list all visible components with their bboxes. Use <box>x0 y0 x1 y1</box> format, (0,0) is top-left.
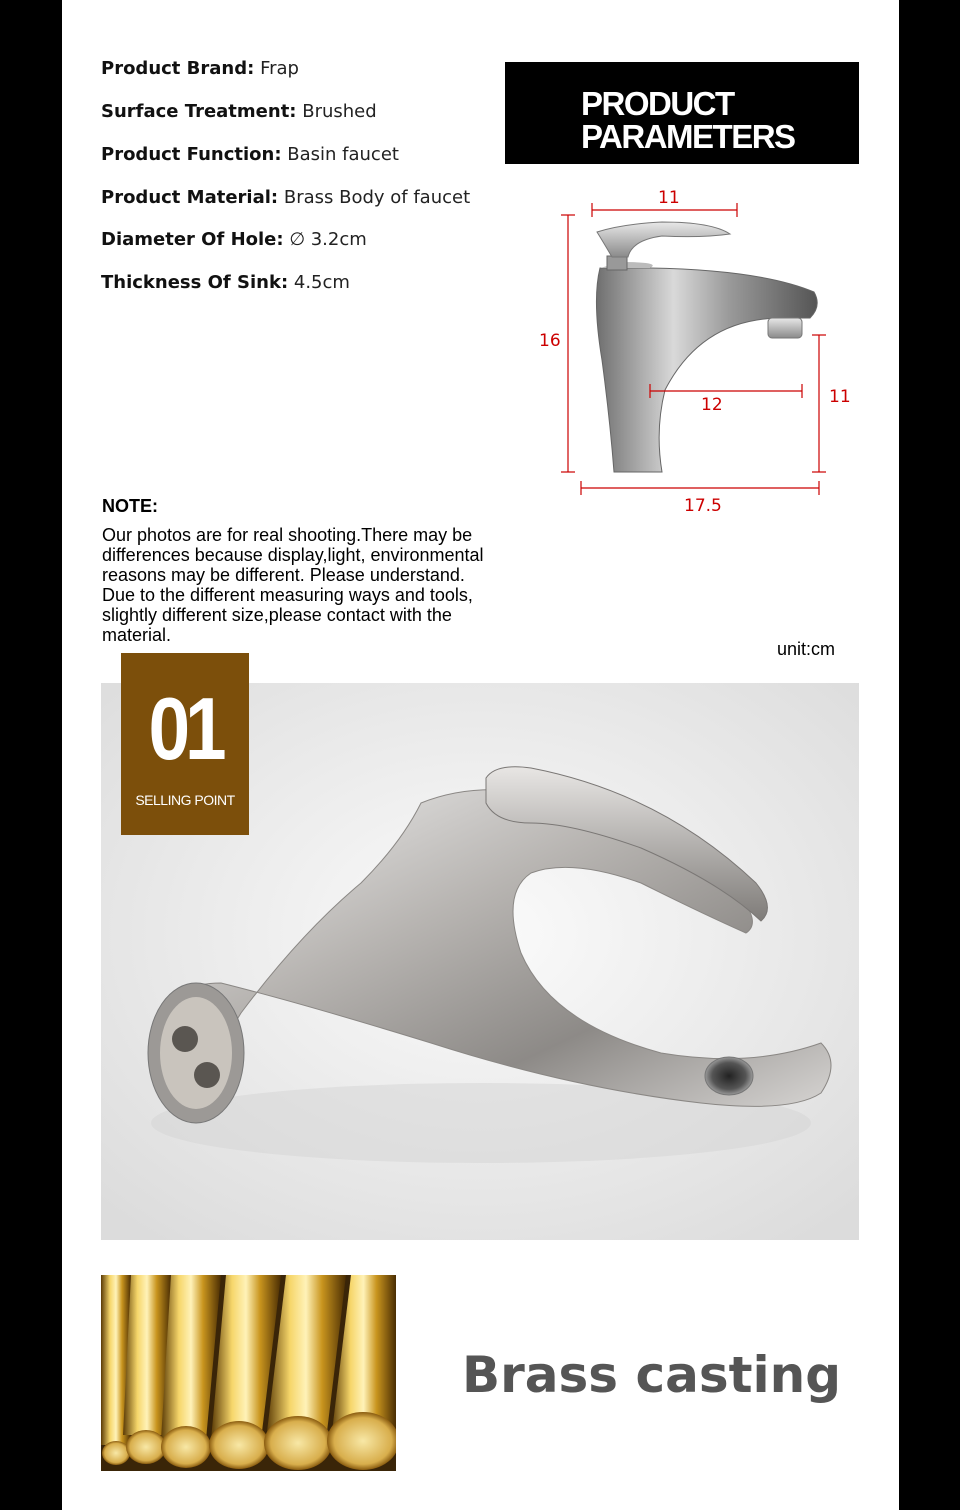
banner-line-1: PRODUCT <box>581 85 734 122</box>
banner-line-2: PARAMETERS <box>581 118 795 155</box>
note-line: reasons may be different. Please understand. <box>102 565 465 585</box>
spec-key: Product Brand: <box>101 58 255 79</box>
feature-title: Brass casting <box>462 1346 842 1404</box>
note-line: differences because display,light, environmental <box>102 545 484 565</box>
brass-rods-illustration <box>101 1275 396 1471</box>
dim-spout-height: 11 <box>829 387 851 407</box>
spec-key: Thickness Of Sink: <box>101 272 289 293</box>
spec-value: 4.5cm <box>293 272 350 293</box>
faucet-dimension-drawing <box>62 0 899 520</box>
selling-point-badge <box>121 653 249 835</box>
note-title: NOTE: <box>102 496 158 516</box>
product-detail-page <box>62 0 899 1510</box>
spec-key: Product Function: <box>101 144 282 165</box>
spec-value: Brushed <box>302 101 377 122</box>
note-line: Our photos are for real shooting.There may be <box>102 525 473 545</box>
dim-base-length: 17.5 <box>684 496 722 516</box>
spec-key: Product Material: <box>101 187 279 208</box>
dim-height: 16 <box>539 331 561 351</box>
spec-value: Brass Body of faucet <box>283 187 471 208</box>
spec-key: Surface Treatment: <box>101 101 297 122</box>
spec-key: Diameter Of Hole: <box>101 229 284 250</box>
unit-label: unit:cm <box>777 639 836 659</box>
note-line: material. <box>102 625 172 645</box>
spec-value: ∅ 3.2cm <box>289 229 367 250</box>
spec-value: Basin faucet <box>287 144 399 165</box>
spec-value: Frap <box>260 58 299 79</box>
note-line: slightly different size,please contact with the <box>102 605 452 625</box>
dim-top-width: 11 <box>658 188 680 208</box>
note-line: Due to the different measuring ways and tools, <box>102 585 473 605</box>
brass-rods-image <box>101 1275 396 1471</box>
faucet-body <box>596 222 817 472</box>
selling-point-number: 01 <box>148 679 222 778</box>
selling-point-label: SELLING POINT <box>135 792 235 808</box>
dim-spout-reach: 12 <box>701 395 723 415</box>
